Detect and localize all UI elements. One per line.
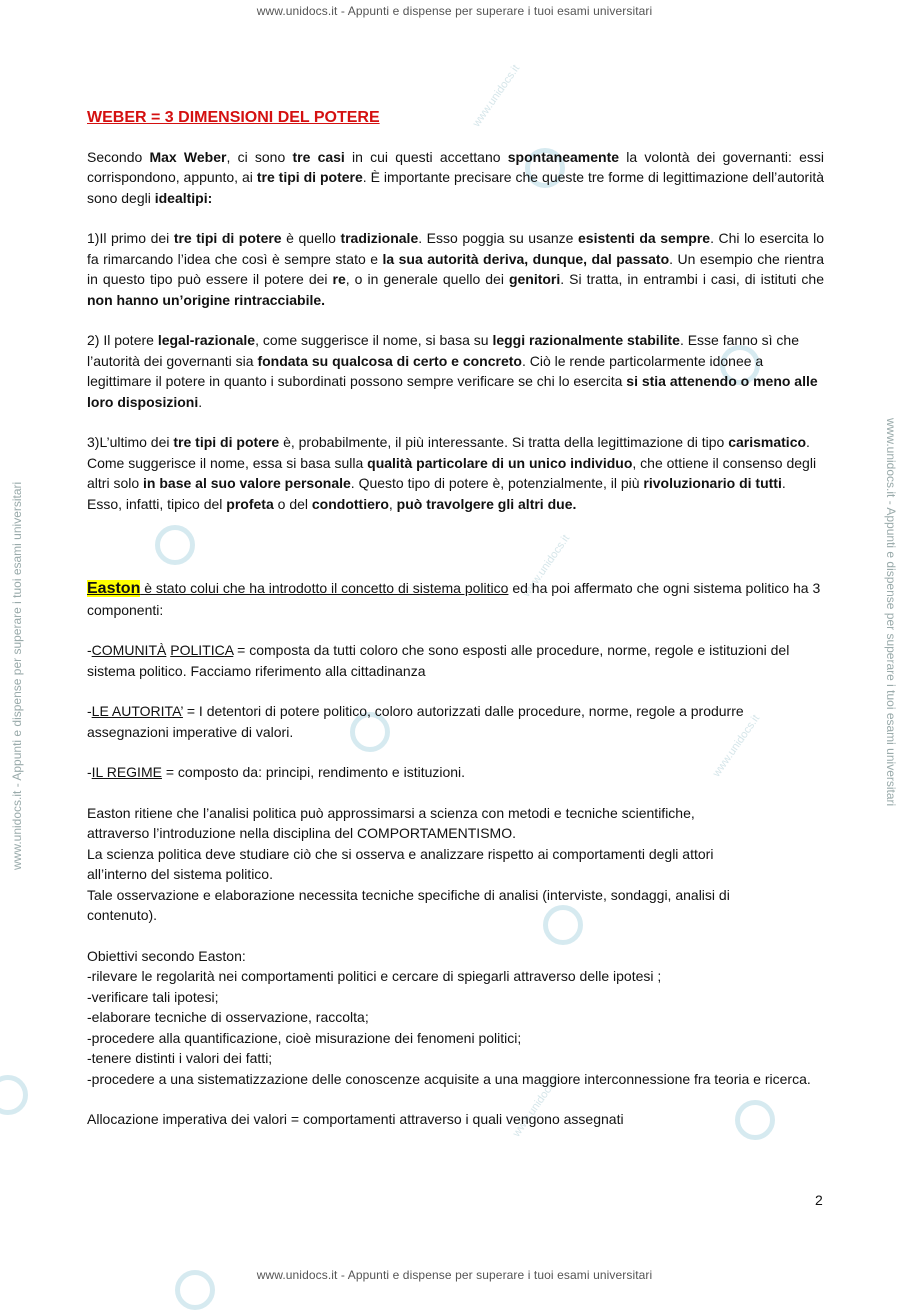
list-item: -elaborare tecniche di osservazione, raccolta; [87,1009,369,1025]
list-item: -tenere distinti i valori dei fatti; [87,1050,273,1066]
watermark-logo-icon [0,1075,28,1115]
easton-objectives: Obiettivi secondo Easton: -rilevare le regolarità nei comportamenti politici e cercare di spiegarli attraverso delle ipotesi ; -verificare tali ipotesi; -elaborare tecniche di osservazione, raccolta; -procedere alla quantificazione, cioè misurazione dei fenomeni politici; -tenere distinti i valori dei fatti; -procedere a una sistematizzazione delle conoscenze acquisite a una maggiore interconnessione fra teoria e ricerca. [87,946,824,1090]
watermark-text: www.unidocs.it [510,1072,563,1140]
easton-allocation: Allocazione imperativa dei valori = comportamenti attraverso i quali vengono assegnati [87,1111,624,1127]
easton-component-community: -COMUNITÀ POLITICA = composta da tutti coloro che sono esposti alle procedure, norme, regole e istituzioni del sistema politico. Facciamo riferimento alla cittadinanza [87,642,790,679]
list-item: -procedere alla quantificazione, cioè misurazione dei fenomeni politici; [87,1029,522,1046]
weber-intro: Secondo Max Weber, ci sono tre casi in cui questi accettano spontaneamente la volontà dei governanti: essi corrispondono, appunto, ai tre tipi di potere. È importante precisare che queste tre forme di legittimazione dell’autorità sono degli idealtipi: [87,148,824,206]
weber-legal-rational: 2) Il potere legal-razionale, come suggerisce il nome, si basa su leggi razionalmente stabilite. Esse fanno sì che l’autorità dei governanti sia fondata su qualcosa di certo e concreto. Ciò le rende particolarmente idonee a legittimare il potere in quanto i subordinati possono sempre verificare se chi lo esercita si stia attenendo o meno alle loro disposizioni. [87,332,818,410]
easton-component-regime: -IL REGIME = composto da: principi, rendimento e istituzioni. [87,764,466,780]
list-item: -procedere a una sistematizzazione delle conoscenze acquisite a una maggiore interconnessione fra teoria e ricerca. [87,1070,811,1087]
page-footer: www.unidocs.it - Appunti e dispense per superare i tuoi esami universitari [256,1268,653,1282]
watermark-text: www.unidocs.it [520,532,573,600]
watermark-text: www.unidocs.it [710,712,763,780]
weber-charismatic: 3)L’ultimo dei tre tipi di potere è, probabilmente, il più interessante. Si tratta della legittimazione di tipo carismatico. Come suggerisce il nome, essa si basa sulla qualità particolare di un unico individuo, che ottiene il consenso degli altri solo in base al suo valore personale. Questo tipo di potere è, potenzialmente, il più rivoluzionario di tutti. Esso, infatti, tipico del profeta o del condottiero, può travolgere gli altri due. [87,434,817,512]
weber-traditional: 1)Il primo dei tre tipi di potere è quello tradizionale. Esso poggia su usanze esistenti da sempre. Chi lo esercita lo fa rimarcando l’idea che così è sempre stato e la sua autorità deriva, dunque, dal passato. Un esempio che rientra in questo tipo può essere il potere dei re, o in generale quello dei genitori. Si tratta, in entrambi i casi, di istituti che non hanno un’origine rintracciabile. [87,230,824,308]
easton-component-authority: -LE AUTORITA’ = I detentori di potere politico, coloro autorizzati dalle procedure, norme, regole a produrre assegnazioni imperative di valori. [87,703,744,740]
page-number: 2 [815,1192,823,1208]
document-body [87,108,824,1150]
side-watermark-left: www.unidocs.it - Appunti e dispense per superare i tuoi esami universitari [10,481,24,870]
easton-analysis: Easton ritiene che l’analisi politica può approssimarsi a scienza con metodi e tecniche scientifiche, attraverso l’introduzione nella disciplina del COMPORTAMENTISMO. La scienza politica deve studiare ciò che si osserva e analizzare rispetto ai comportamenti degli attori all’interno del sistema politico. Tale osservazione e elaborazione necessita tecniche specifiche di analisi (interviste, sondaggi, analisi di contenuto). [87,804,730,923]
section-title: WEBER = 3 DIMENSIONI DEL POTERE [87,109,380,126]
list-item: -rilevare le regolarità nei comportamenti politici e cercare di spiegarli attraverso delle ipotesi ; [87,968,662,984]
side-watermark-right: www.unidocs.it - Appunti e dispense per superare i tuoi esami universitari [884,418,898,807]
page-header: www.unidocs.it - Appunti e dispense per superare i tuoi esami universitari [256,4,653,18]
list-item: -verificare tali ipotesi; [87,988,219,1005]
easton-name-highlight: Easton [87,580,141,597]
easton-intro: Easton è stato colui che ha introdotto il concetto di sistema politico ed ha poi affermato che ogni sistema politico ha 3 componenti: [87,580,821,618]
watermark-text: www.unidocs.it [470,62,523,130]
